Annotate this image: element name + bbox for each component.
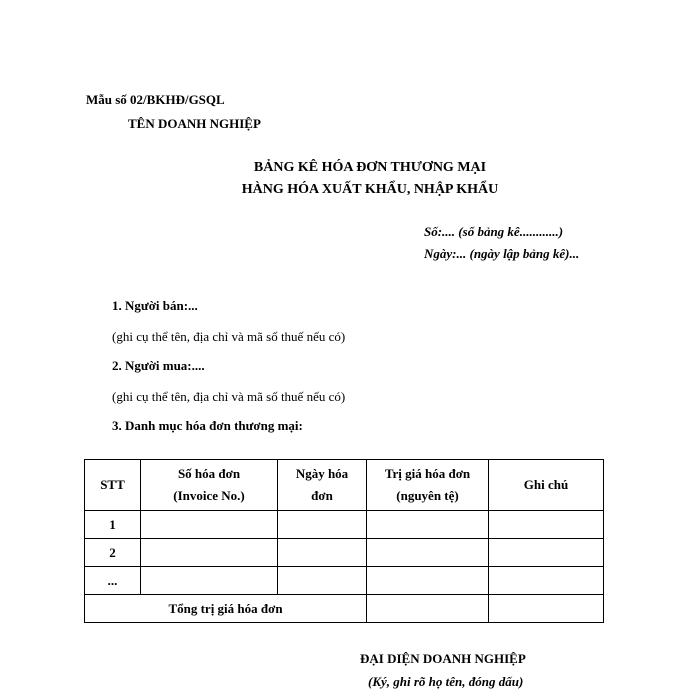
form-code: Mẫu số 02/BKHĐ/GSQL — [86, 92, 225, 107]
seller-note: (ghi cụ thể tên, địa chỉ và mã số thuế nếu có) — [112, 329, 346, 344]
row-stt: 1 — [85, 511, 141, 539]
row-invoice-no — [141, 511, 278, 539]
table-row — [85, 567, 604, 595]
row-invoice-value — [367, 539, 489, 567]
header-stt: STT — [85, 460, 141, 511]
header-invoice-no: Số hóa đơn (Invoice No.) — [141, 460, 278, 511]
table-row — [85, 539, 604, 567]
row-invoice-date — [278, 567, 367, 595]
total-label: Tổng trị giá hóa đơn — [85, 595, 367, 623]
row-note — [489, 511, 604, 539]
row-stt: ... — [85, 567, 141, 595]
signature-note: (Ký, ghi rõ họ tên, đóng dấu) — [368, 674, 524, 689]
document-title-line1: BẢNG KÊ HÓA ĐƠN THƯƠNG MẠI — [253, 160, 487, 175]
total-value — [367, 595, 489, 623]
header-note: Ghi chú — [489, 460, 604, 511]
row-note — [489, 567, 604, 595]
row-invoice-no — [141, 567, 278, 595]
row-invoice-value — [367, 511, 489, 539]
invoice-list-label: 3. Danh mục hóa đơn thương mại: — [112, 418, 303, 433]
table-header-row — [85, 460, 604, 511]
row-invoice-value — [367, 567, 489, 595]
total-note — [489, 595, 604, 623]
row-invoice-date — [278, 539, 367, 567]
header-invoice-date: Ngày hóa đơn — [278, 460, 367, 511]
list-date: Ngày:... (ngày lập bảng kê)... — [424, 246, 580, 261]
invoice-table — [84, 459, 604, 623]
buyer-label: 2. Người mua:.... — [112, 358, 205, 373]
representative-label: ĐẠI DIỆN DOANH NGHIỆP — [360, 651, 526, 666]
row-stt: 2 — [85, 539, 141, 567]
header-invoice-value: Trị giá hóa đơn (nguyên tệ) — [367, 460, 489, 511]
table-row — [85, 511, 604, 539]
row-invoice-date — [278, 511, 367, 539]
buyer-note: (ghi cụ thể tên, địa chỉ và mã số thuế nếu có) — [112, 389, 346, 404]
document-title-line2: HÀNG HÓA XUẤT KHẨU, NHẬP KHẨU — [241, 182, 499, 197]
table-total-row — [85, 595, 604, 623]
list-number: Số:.... (số bảng kê............) — [424, 224, 564, 239]
row-note — [489, 539, 604, 567]
row-invoice-no — [141, 539, 278, 567]
seller-label: 1. Người bán:... — [112, 298, 198, 313]
company-name: TÊN DOANH NGHIỆP — [128, 116, 261, 131]
